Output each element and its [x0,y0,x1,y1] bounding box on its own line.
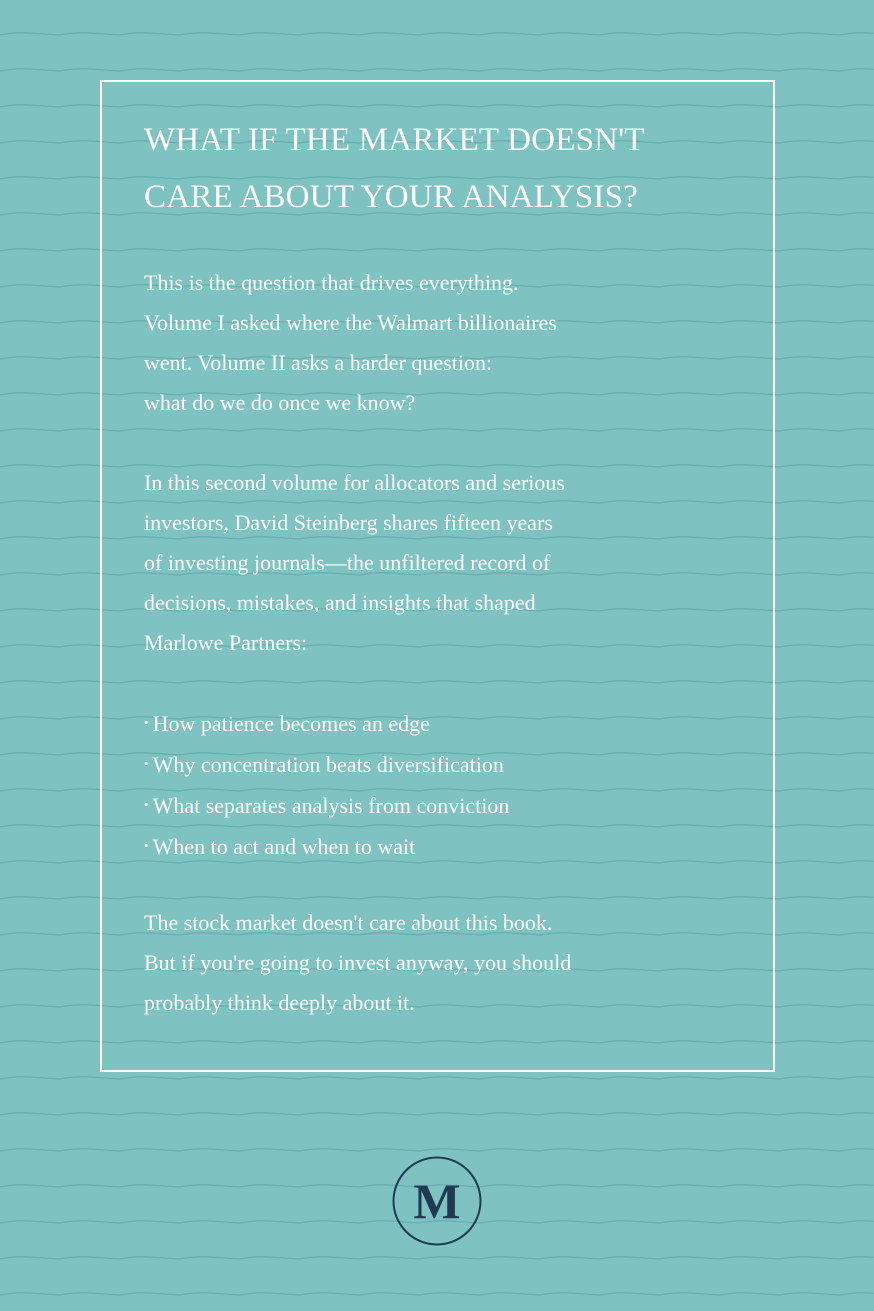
description-paragraph [144,463,565,663]
text-line: decisions, mistakes, and insights that shaped [144,590,536,615]
text-line: of investing journals—the unfiltered record of [144,550,551,575]
text-line: In this second volume for allocators and serious [144,470,565,495]
headline-line: WHAT IF THE MARKET DOESN'T [144,122,645,158]
bullet-item: • How patience becomes an edge [144,703,509,744]
text-line: went. Volume II asks a harder question: [144,350,493,375]
text-line: The stock market doesn't care about this book. [144,910,553,935]
text-line: Marlowe Partners: [144,630,308,655]
intro-paragraph [144,263,557,423]
closing-paragraph [144,903,571,1023]
bullet-item: • Why concentration beats diversification [144,744,509,785]
text-line: what do we do once we know? [144,390,416,415]
text-line: But if you're going to invest anyway, you should [144,950,572,975]
bullet-list [144,703,509,867]
headline-line: CARE ABOUT YOUR ANALYSIS? [144,179,638,215]
text-line: Volume I asked where the Walmart billionaires [144,310,557,335]
bullet-item: • What separates analysis from conviction [144,785,509,826]
publisher-monogram-icon [392,1156,482,1246]
text-line: investors, David Steinberg shares fifteen years [144,510,553,535]
text-line: probably think deeply about it. [144,990,415,1015]
bullet-item: • When to act and when to wait [144,826,509,867]
logo-letter: M [413,1173,461,1229]
text-line: This is the question that drives everything. [144,270,519,295]
headline [144,112,744,226]
